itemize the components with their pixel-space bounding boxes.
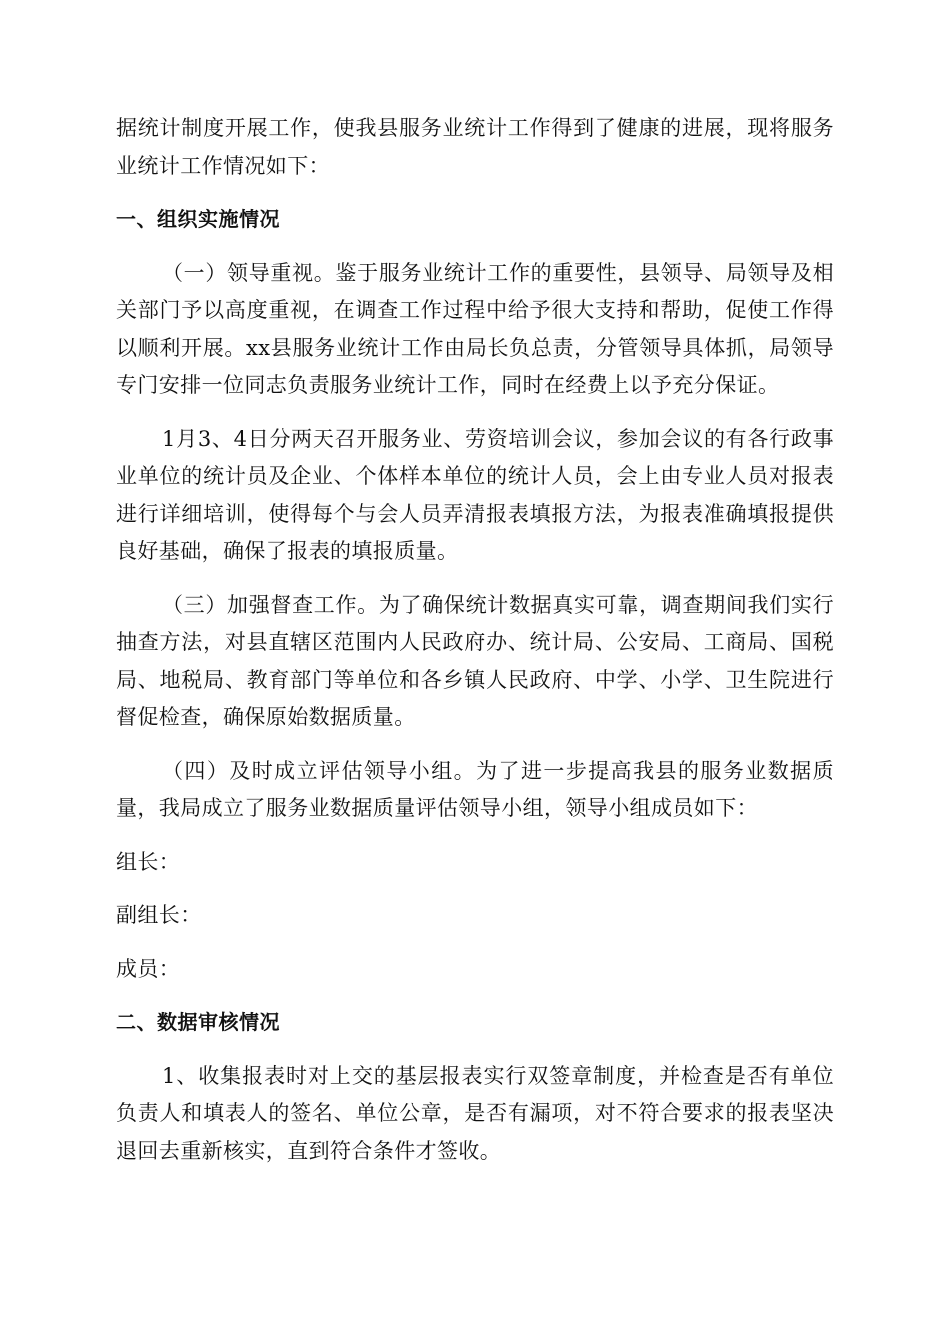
group-leader-line: 组长：: [116, 849, 181, 874]
section-heading-organization: 一、组织实施情况: [116, 207, 280, 231]
document-page: [116, 110, 834, 1186]
deputy-leader-line: 副组长：: [116, 903, 202, 927]
paragraph-evaluation-group: （四）及时成立评估领导小组。为了进一步提高我县的服务业数据质量，我局成立了服务业数据质量评估领导小组，领导小组成员如下：: [116, 758, 834, 820]
paragraph-double-signature: 1、收集报表时对上交的基层报表实行双签章制度，并检查是否有单位负责人和填表人的签名、单位公章，是否有漏项，对不符合要求的报表坚决退回去重新核实，直到符合条件才签收。: [116, 1063, 834, 1163]
paragraph-supervision: （三）加强督查工作。为了确保统计数据真实可靠，调查期间我们实行抽查方法，对县直辖区范围内人民政府办、统计局、公安局、工商局、国税局、地税局、教育部门等单位和各乡镇人民政府、中学、小学、卫生院进行督促检查，确保原始数据质量。: [116, 592, 834, 729]
intro-paragraph: 据统计制度开展工作，使我县服务业统计工作得到了健康的进展，现将服务业统计工作情况如下：: [116, 116, 834, 178]
paragraph-training: 1月3、4日分两天召开服务业、劳资培训会议，参加会议的有各行政事业单位的统计员及企业、个体样本单位的统计人员，会上由专业人员对报表进行详细培训，使得每个与会人员弄清报表填报方法，为报表准确填报提供良好基础，确保了报表的填报质量。: [116, 426, 834, 563]
members-line: 成员：: [116, 956, 181, 981]
paragraph-leadership: （一）领导重视。鉴于服务业统计工作的重要性，县领导、局领导及相关部门予以高度重视，在调查工作过程中给予很大支持和帮助，促使工作得以顺利开展。xx县服务业统计工作由局长负总责，分管领导具体抓，局领导专门安排一位同志负责服务业统计工作，同时在经费上以予充分保证。: [116, 260, 834, 397]
section-heading-data-review: 二、数据审核情况: [116, 1010, 280, 1034]
